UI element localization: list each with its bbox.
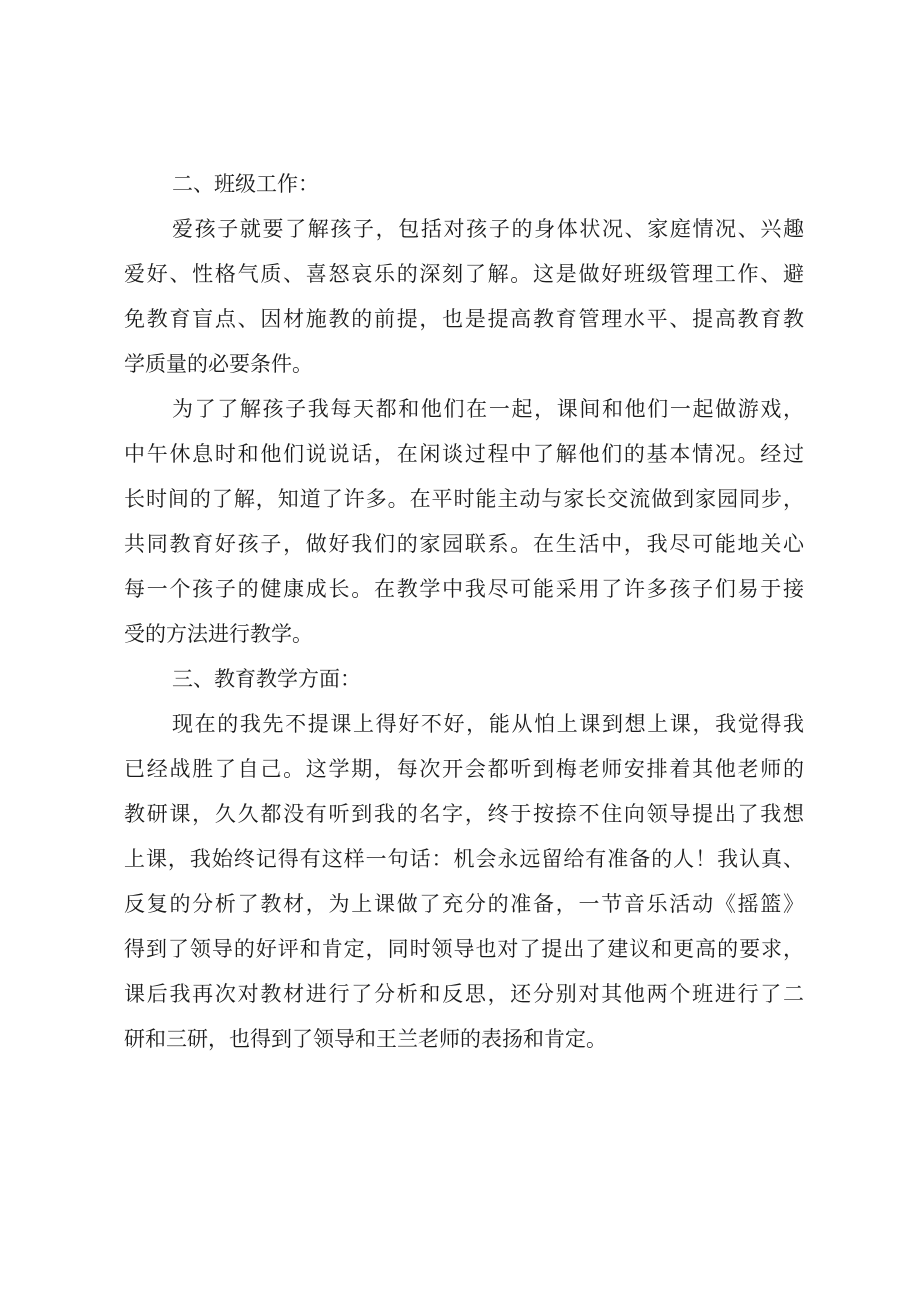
section-heading-teaching: 三、教育教学方面：: [172, 667, 361, 691]
section-heading-class-work: 二、班级工作：: [172, 172, 319, 196]
paragraph-line: 教研课，久久都没有听到我的名字，终于按捺不住向领导提出了我想: [124, 802, 804, 826]
paragraph-line: 得到了领导的好评和肯定，同时领导也对了提出了建议和更高的要求，: [124, 937, 804, 961]
paragraph-teaching-progress: [124, 702, 804, 1062]
paragraph-line: 长时间的了解，知道了许多。在平时能主动与家长交流做到家园同步，: [124, 487, 804, 511]
paragraph-line: 已经战胜了自己。这学期，每次开会都听到梅老师安排着其他老师的: [124, 757, 804, 781]
paragraph-line: 受的方法进行教学。: [124, 622, 313, 646]
paragraph-line: 学质量的必要条件。: [124, 352, 313, 376]
paragraph-line: 中午休息时和他们说说话，在闲谈过程中了解他们的基本情况。经过: [124, 442, 804, 466]
paragraph-line: 爱孩子就要了解孩子，包括对孩子的身体状况、家庭情况、兴趣: [172, 217, 804, 241]
paragraph-line: 现在的我先不提课上得好不好，能从怕上课到想上课，我觉得我: [172, 712, 804, 736]
paragraph-line: 为了了解孩子我每天都和他们在一起，课间和他们一起做游戏，: [172, 397, 804, 421]
paragraph-line: 共同教育好孩子，做好我们的家园联系。在生活中，我尽可能地关心: [124, 532, 804, 556]
document-body: [124, 162, 804, 1062]
paragraph-line: 免教育盲点、因材施教的前提，也是提高教育管理水平、提高教育教: [124, 307, 804, 331]
paragraph-line: 每一个孩子的健康成长。在教学中我尽可能采用了许多孩子们易于接: [124, 577, 804, 601]
paragraph-line: 爱好、性格气质、喜怒哀乐的深刻了解。这是做好班级管理工作、避: [124, 262, 804, 286]
paragraph-line: 上课，我始终记得有这样一句话：机会永远留给有准备的人！我认真、: [124, 847, 804, 871]
paragraph-line: 研和三研，也得到了领导和王兰老师的表扬和肯定。: [124, 1027, 607, 1051]
paragraph-line: 反复的分析了教材，为上课做了充分的准备，一节音乐活动《摇篮》: [124, 892, 804, 916]
paragraph-line: 课后我再次对教材进行了分析和反思，还分别对其他两个班进行了二: [124, 982, 804, 1006]
paragraph-understanding-children: [124, 207, 804, 387]
paragraph-daily-interaction: [124, 387, 804, 657]
